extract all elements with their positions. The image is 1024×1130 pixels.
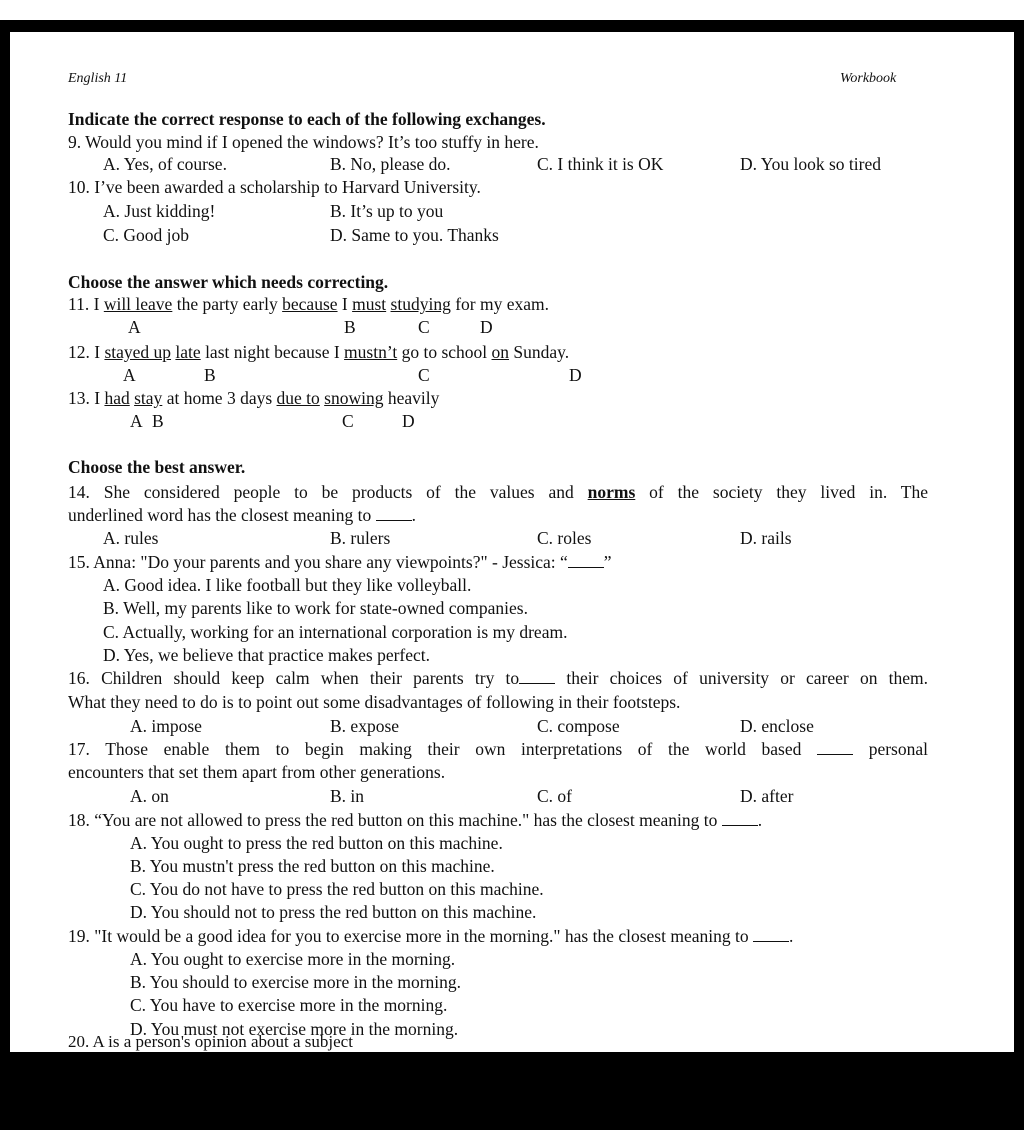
q14-option-d: D. rails [740,528,792,548]
q11-label-a: A [128,317,141,337]
q11-part-d: studying [390,294,451,314]
section-title: Choose the answer which needs correcting. [68,272,389,292]
q14-option-a: A. rules [103,528,159,548]
q19-option-d: D. You must not exercise more in the morning. [130,1019,459,1039]
q16-option-b: B. expose [330,716,400,736]
question-16-line-1: 16. Children should keep calm when their parents try to their choices of university or career on them. [68,668,929,688]
q16-option-a: A. impose [130,716,202,736]
q13-part-c: due to [276,388,320,408]
question-14-line-2: underlined word has the closest meaning to . [68,505,417,525]
q13-label-c: C [342,411,354,431]
q11-label-d: D [480,317,493,337]
question-20-cut-off: 20. A is a person's opinion about a subject [68,1032,353,1051]
q13-label-b: B [152,411,164,431]
question-12-sentence: 12. I stayed up late last night because I mustn’t go to school on Sunday. [68,342,570,362]
question-11-sentence: 11. I will leave the party early because I must studying for my exam. [68,294,549,314]
q13-label-a: A [130,411,143,431]
q12-label-d: D [569,365,582,385]
question-15-stem: 15. Anna: "Do your parents and you share any viewpoints?" - Jessica: “ ” [68,552,612,572]
header-left: English 11 [68,71,128,86]
q12-label-a: A [123,365,136,385]
question-19-stem: 19. "It would be a good idea for you to exercise more in the morning." has the closest meaning to . [68,926,794,946]
section-title: Choose the best answer. [68,457,246,477]
q19-option-b: B. You should to exercise more in the morning. [130,972,462,992]
q18-option-a: A. You ought to press the red button on this machine. [130,833,503,853]
q12-part-a: stayed up [104,342,172,362]
question-13-sentence: 13. I had stay at home 3 days due to snowing heavily [68,388,440,408]
question-14-line-1: 14. She considered people to be products of the values and norms of the society they lived in. The [68,482,929,502]
q11-part-b: because [282,294,338,314]
q14-option-c: C. roles [537,528,592,548]
q17-option-a: A. on [130,786,169,806]
q19-option-a: A. You ought to exercise more in the morning. [130,949,456,969]
question-9-stem: 9. Would you mind if I opened the windows? It’s too stuffy in here. [68,132,539,152]
answer-blank [568,553,604,568]
q12-part-c: mustn’t [344,342,398,362]
q15-option-d: D. Yes, we believe that practice makes perfect. [103,645,431,665]
answer-blank [376,506,412,521]
q10-option-a: A. Just kidding! [103,201,216,221]
question-16-line-2: What they need to do is to point out some disadvantages of following in their footsteps. [68,692,681,712]
q19-option-c: C. You have to exercise more in the morning. [130,995,448,1015]
q16-option-d: D. enclose [740,716,814,736]
question-17-line-2: encounters that set them apart from other generations. [68,762,446,782]
q9-option-c: C. I think it is OK [537,154,664,174]
q16-option-c: C. compose [537,716,620,736]
q12-label-b: B [204,365,216,385]
q10-option-c: C. Good job [103,225,190,245]
q15-option-b: B. Well, my parents like to work for state-owned companies. [103,598,528,618]
q10-option-b: B. It’s up to you [330,201,444,221]
section-title: Indicate the correct response to each of the following exchanges. [68,109,546,129]
q13-part-b: stay [134,388,163,408]
q15-option-a: A. Good idea. I like football but they like volleyball. [103,575,472,595]
q18-option-c: C. You do not have to press the red button on this machine. [130,879,544,899]
q14-option-b: B. rulers [330,528,391,548]
question-18-stem: 18. “You are not allowed to press the red button on this machine." has the closest meaning to . [68,810,763,830]
q9-option-a: A. Yes, of course. [103,154,227,174]
q17-option-c: C. of [537,786,572,806]
q15-option-c: C. Actually, working for an international corporation is my dream. [103,622,568,642]
q12-label-c: C [418,365,430,385]
q11-part-a: will leave [103,294,173,314]
answer-blank [722,811,758,826]
answer-blank [817,740,853,755]
q13-part-d: snowing [324,388,384,408]
q14-underlined-word: norms [587,482,636,502]
answer-blank [753,927,789,942]
workbook-page [10,32,1014,1052]
q10-option-d: D. Same to you. Thanks [330,225,499,245]
q18-option-d: D. You should not to press the red button on this machine. [130,902,537,922]
question-17-line-1: 17. Those enable them to begin making their own interpretations of the world based personal [68,739,928,759]
q11-label-c: C [418,317,430,337]
q17-option-d: D. after [740,786,794,806]
q9-option-d: D. You look so tired [740,154,881,174]
q11-label-b: B [344,317,356,337]
top-border [0,0,1024,20]
q13-part-a: had [104,388,130,408]
answer-blank [519,669,555,684]
q17-option-b: B. in [330,786,365,806]
q12-part-b: late [175,342,201,362]
q13-label-d: D [402,411,415,431]
q12-part-d: on [491,342,510,362]
q18-option-b: B. You mustn't press the red button on this machine. [130,856,495,876]
q9-option-b: B. No, please do. [330,154,451,174]
header-right: Workbook [840,71,897,86]
question-10-stem: 10. I’ve been awarded a scholarship to Harvard University. [68,177,481,197]
q11-part-c: must [352,294,387,314]
